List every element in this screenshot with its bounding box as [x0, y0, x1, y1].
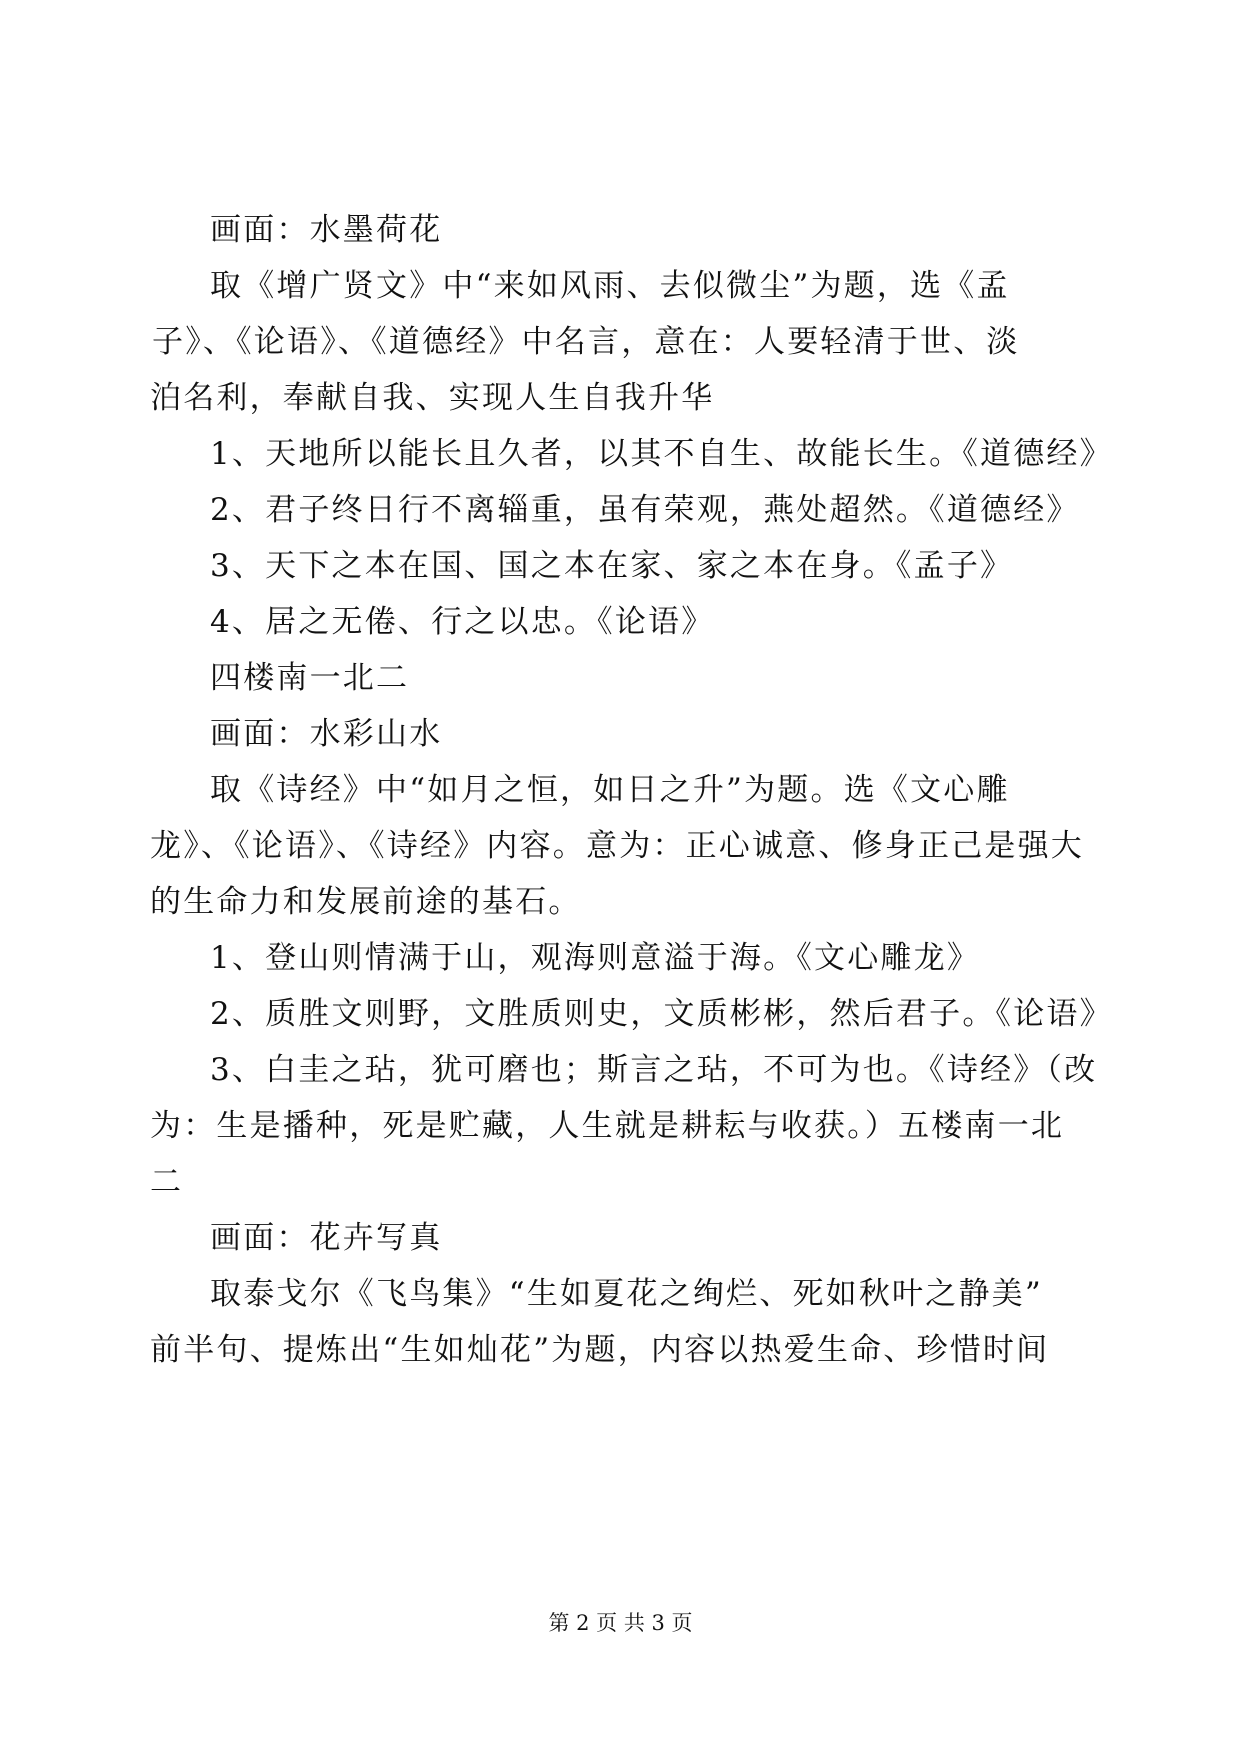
- text-line: 3、白圭之玷，犹可磨也；斯言之玷，不可为也。《诗经》（改: [210, 1052, 1098, 1088]
- text-line: 画面：水墨荷花: [210, 212, 443, 248]
- text-line: 为：生是播种，死是贮藏，人生就是耕耘与收获。）五楼南一北: [150, 1108, 1065, 1144]
- text-line: 1、登山则情满于山，观海则意溢于海。《文心雕龙》: [210, 940, 981, 976]
- text-line: 前半句、提炼出“生如灿花”为题，内容以热爱生命、珍惜时间: [150, 1332, 1050, 1368]
- text-line: 4、居之无倦、行之以忠。《论语》: [210, 604, 715, 640]
- text-line: 龙》、《论语》、《诗经》内容。意为：正心诚意、修身正己是强大: [150, 828, 1084, 864]
- text-line: 取泰戈尔《飞鸟集》“生如夏花之绚烂、死如秋叶之静美”: [210, 1276, 1043, 1312]
- text-line: 2、君子终日行不离辎重，虽有荣观，燕处超然。《道德经》: [210, 492, 1080, 528]
- text-line: 子》、《论语》、《道德经》中名言，意在：人要轻清于世、淡: [152, 324, 1020, 360]
- text-line: 3、天下之本在国、国之本在家、家之本在身。《孟子》: [210, 548, 1014, 584]
- text-line: 画面：水彩山水: [210, 716, 443, 752]
- section-heading: 四楼南一北二: [210, 660, 410, 696]
- text-line: 画面：花卉写真: [210, 1220, 443, 1256]
- text-line: 取《诗经》中“如月之恒，如日之升”为题。选《文心雕: [210, 772, 1010, 808]
- text-line: 取《增广贤文》中“来如风雨、去似微尘”为题，选《孟: [210, 268, 1010, 304]
- page-number-footer: 第 2 页 共 3 页: [548, 1611, 693, 1635]
- text-line: 1、天地所以能长且久者，以其不自生、故能长生。《道德经》: [210, 436, 1113, 472]
- text-line: 2、质胜文则野，文胜质则史，文质彬彬，然后君子。《论语》: [210, 996, 1113, 1032]
- text-line: 二: [150, 1164, 184, 1200]
- text-line: 的生命力和发展前途的基石。: [150, 884, 582, 920]
- text-line: 泊名利，奉献自我、实现人生自我升华: [150, 380, 715, 416]
